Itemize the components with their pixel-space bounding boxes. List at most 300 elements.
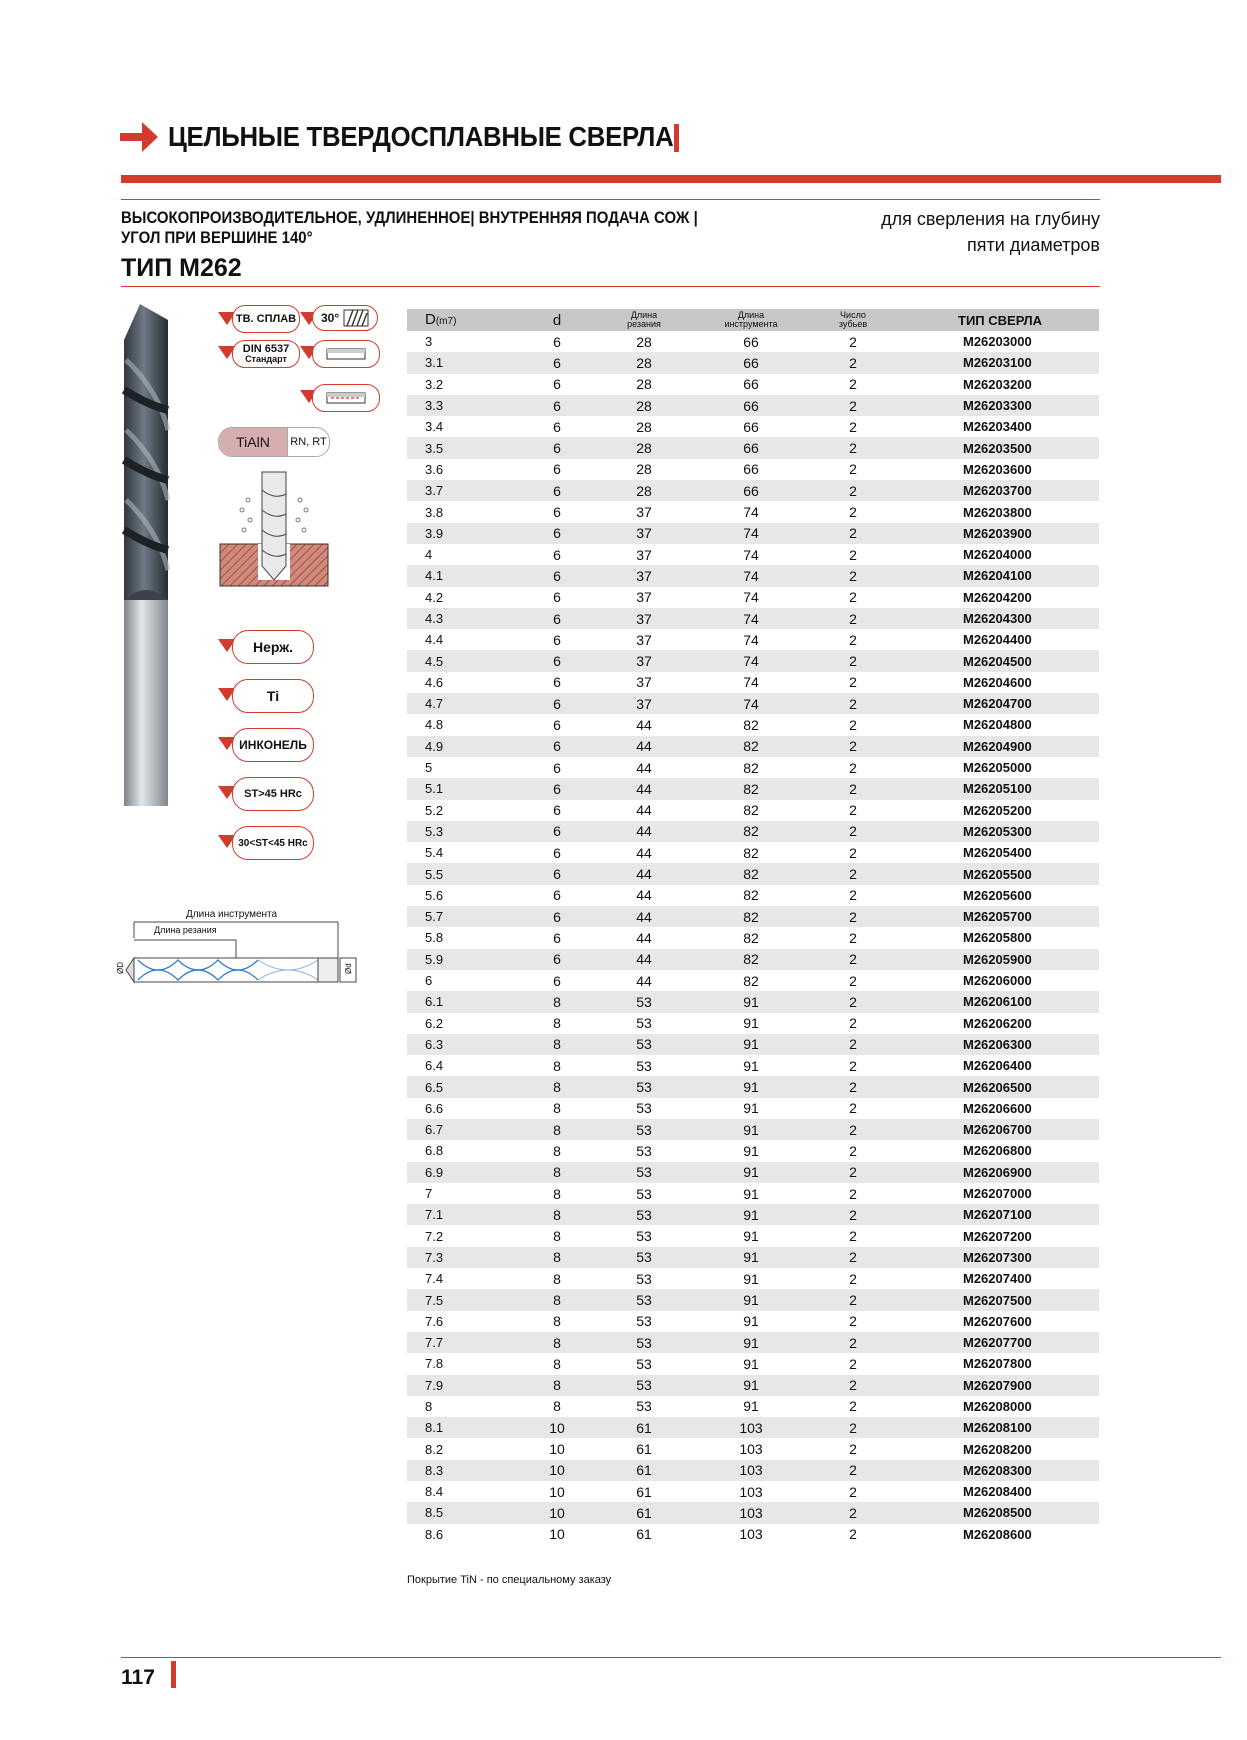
table-row [407, 1098, 1099, 1119]
cell-teeth: 2 [849, 1185, 857, 1202]
table-row [407, 1396, 1099, 1417]
cell-teeth: 2 [849, 887, 857, 904]
cell-cut-length: 28 [589, 352, 699, 373]
standard-sub: Стандарт [245, 354, 287, 364]
cell-diameter: 7.9 [407, 1375, 525, 1396]
cell-teeth: 2 [803, 608, 903, 629]
cell-code: M26207100 [903, 1204, 1099, 1225]
table-row [407, 587, 1099, 608]
cell-teeth: 2 [849, 376, 857, 393]
purpose-line-1: для сверления на глубину [881, 209, 1100, 229]
cell-cut-length: 61 [589, 1417, 699, 1438]
cell-cut-length: 37 [636, 504, 652, 521]
cell-shank: 8 [525, 1289, 589, 1310]
cell-code: M26207300 [903, 1247, 1099, 1268]
cell-code: M26203100 [903, 352, 1099, 373]
cell-code: M26204400 [963, 632, 1032, 648]
cell-shank: 6 [553, 333, 561, 350]
subtitle-line-1: ВЫСОКОПРОИЗВОДИТЕЛЬНОЕ, УДЛИНЕННОЕ| ВНУТРЕННЯЯ ПОДАЧА СОЖ | [121, 208, 698, 227]
cell-diameter: 8.5 [407, 1502, 525, 1523]
cell-teeth: 2 [849, 1313, 857, 1330]
cell-shank: 6 [553, 461, 561, 478]
cell-tool-length: 91 [699, 1076, 803, 1097]
cell-teeth: 2 [849, 929, 857, 946]
cell-tool-length: 82 [699, 906, 803, 927]
cell-teeth: 2 [803, 650, 903, 671]
cell-diameter: 3.8 [425, 504, 444, 520]
table-row [407, 778, 1099, 799]
table-row [407, 437, 1099, 458]
table-row [407, 1140, 1099, 1161]
cell-teeth: 2 [849, 802, 857, 819]
cell-teeth: 2 [803, 693, 903, 714]
cell-diameter: 7.7 [407, 1332, 525, 1353]
cell-code: M26207200 [963, 1228, 1032, 1244]
cell-code: M26208200 [963, 1441, 1032, 1457]
cell-cut-length: 28 [636, 376, 652, 393]
cell-code: M26208400 [963, 1484, 1032, 1500]
cell-shank: 6 [553, 674, 561, 691]
cell-cut-length: 37 [636, 631, 652, 648]
cell-shank: 6 [525, 650, 589, 671]
cell-cut-length: 44 [589, 821, 699, 842]
cell-diameter: 3.3 [407, 395, 525, 416]
cell-tool-length: 82 [699, 778, 803, 799]
cell-tool-length: 91 [699, 1289, 803, 1310]
cell-teeth: 2 [803, 1076, 903, 1097]
shank-type-badge [312, 340, 380, 368]
cell-diameter: 6.4 [425, 1058, 444, 1074]
cell-shank: 6 [553, 418, 561, 435]
cell-tool-length: 74 [743, 674, 759, 691]
cell-shank: 8 [553, 1228, 561, 1245]
cell-tool-length: 91 [743, 1398, 759, 1415]
cell-diameter: 5.6 [425, 887, 444, 903]
drill-image [118, 300, 182, 810]
table-row [407, 693, 1099, 714]
cell-shank: 6 [553, 844, 561, 861]
table-row [407, 1481, 1099, 1502]
cell-diameter: 6 [425, 973, 433, 989]
table-row [407, 523, 1099, 544]
cell-tool-length: 82 [699, 863, 803, 884]
table-row [407, 1183, 1099, 1204]
cell-code: M26204200 [963, 589, 1032, 605]
cell-shank: 6 [525, 437, 589, 458]
cell-diameter: 5.1 [407, 778, 525, 799]
cell-code: M26205000 [963, 760, 1032, 776]
cell-tool-length: 91 [699, 1332, 803, 1353]
cell-cut-length: 53 [589, 1204, 699, 1225]
cell-teeth: 2 [849, 1100, 857, 1117]
header-code: ТИП СВЕРЛА [903, 309, 1099, 331]
cell-cut-length: 37 [636, 546, 652, 563]
cell-cut-length: 53 [589, 1247, 699, 1268]
cell-tool-length: 82 [743, 802, 759, 819]
cell-diameter: 7.4 [425, 1271, 444, 1287]
page-number-mark [171, 1661, 176, 1688]
cell-diameter: 6.8 [425, 1143, 444, 1159]
table-row [407, 821, 1099, 842]
cell-shank: 8 [553, 1015, 561, 1032]
cell-code: M26204600 [963, 674, 1032, 690]
cell-code: M26205700 [903, 906, 1099, 927]
cell-cut-length: 44 [589, 863, 699, 884]
cell-shank: 8 [553, 1355, 561, 1372]
cell-tool-length: 91 [743, 1015, 759, 1032]
cell-diameter: 5.7 [407, 906, 525, 927]
table-row [407, 1119, 1099, 1140]
internal-coolant-icon [325, 390, 367, 406]
cell-cut-length: 44 [589, 949, 699, 970]
cell-shank: 6 [525, 523, 589, 544]
cell-cut-length: 53 [636, 1398, 652, 1415]
purpose-text [881, 206, 1100, 258]
table-row [407, 544, 1099, 565]
cell-teeth: 2 [803, 1460, 903, 1481]
cell-diameter: 8.2 [425, 1441, 444, 1457]
cell-tool-length: 91 [743, 1228, 759, 1245]
cell-shank: 6 [553, 972, 561, 989]
cell-shank: 6 [525, 395, 589, 416]
cell-shank: 8 [553, 1270, 561, 1287]
cell-cut-length: 53 [589, 991, 699, 1012]
cell-cut-length: 44 [636, 929, 652, 946]
cell-shank: 6 [553, 929, 561, 946]
cell-cut-length: 37 [589, 650, 699, 671]
coating-name: TiAlN [219, 428, 287, 456]
cell-teeth: 2 [849, 1355, 857, 1372]
table-row [407, 374, 1099, 395]
cell-cut-length: 61 [636, 1526, 652, 1543]
table-header-row [407, 309, 1099, 331]
cell-cut-length: 53 [589, 1162, 699, 1183]
cell-shank: 8 [553, 1313, 561, 1330]
cell-tool-length: 103 [699, 1502, 803, 1523]
cell-code: M26208600 [963, 1526, 1032, 1542]
cell-cut-length: 53 [636, 1057, 652, 1074]
table-row [407, 757, 1099, 778]
drilling-section-image [218, 470, 330, 588]
cell-code: M26206900 [903, 1162, 1099, 1183]
cell-cut-length: 37 [636, 674, 652, 691]
table-row [407, 1162, 1099, 1183]
cell-cut-length: 53 [636, 1100, 652, 1117]
cell-cut-length: 44 [636, 972, 652, 989]
page-number: 117 [121, 1666, 155, 1689]
cell-cut-length: 44 [589, 906, 699, 927]
cell-cut-length: 44 [636, 844, 652, 861]
table-row [407, 1247, 1099, 1268]
footer-rule [121, 1657, 1221, 1658]
table-row [407, 906, 1099, 927]
cell-code: M26208500 [903, 1502, 1099, 1523]
cell-diameter: 6.1 [407, 991, 525, 1012]
cell-diameter: 4.4 [425, 632, 444, 648]
cell-tool-length: 66 [699, 395, 803, 416]
table-row [407, 672, 1099, 693]
cell-teeth: 2 [803, 1119, 903, 1140]
helix-angle: 30° [321, 311, 340, 325]
cell-code: M26208000 [963, 1398, 1032, 1414]
cell-code: M26207900 [903, 1375, 1099, 1396]
header-cut-length: Длина резания [589, 309, 699, 331]
cell-tool-length: 91 [743, 1142, 759, 1159]
cell-teeth: 2 [803, 523, 903, 544]
cell-diameter: 3.2 [425, 376, 444, 392]
cell-teeth: 2 [803, 565, 903, 586]
standard-badge [232, 340, 300, 368]
cell-code: M26207500 [903, 1289, 1099, 1310]
cell-code: M26205400 [963, 845, 1032, 861]
cell-code: M26206300 [903, 1034, 1099, 1055]
cell-tool-length: 103 [739, 1526, 763, 1543]
table-row [407, 608, 1099, 629]
cell-diameter: 7 [425, 1186, 433, 1202]
table-row [407, 395, 1099, 416]
cell-tool-length: 74 [743, 504, 759, 521]
cell-tool-length: 74 [699, 650, 803, 671]
cell-cut-length: 44 [589, 778, 699, 799]
cell-diameter: 3.7 [407, 480, 525, 501]
cell-tool-length: 91 [699, 1034, 803, 1055]
cell-tool-length: 91 [699, 1247, 803, 1268]
table-row [407, 1417, 1099, 1438]
cell-tool-length: 91 [699, 1375, 803, 1396]
cell-cut-length: 28 [636, 418, 652, 435]
cell-cut-length: 53 [589, 1332, 699, 1353]
cell-teeth: 2 [849, 674, 857, 691]
cell-cut-length: 44 [636, 716, 652, 733]
cell-teeth: 2 [849, 844, 857, 861]
cell-shank: 8 [553, 1185, 561, 1202]
cell-tool-length: 66 [699, 480, 803, 501]
cell-diameter: 4.7 [407, 693, 525, 714]
cell-cut-length: 37 [589, 608, 699, 629]
table-row [407, 1438, 1099, 1459]
cell-code: M26208100 [903, 1417, 1099, 1438]
cell-tool-length: 82 [743, 716, 759, 733]
cell-shank: 6 [525, 949, 589, 970]
cell-code: M26207700 [903, 1332, 1099, 1353]
table-row [407, 863, 1099, 884]
cell-diameter: 5.9 [407, 949, 525, 970]
cell-shank: 6 [553, 546, 561, 563]
cell-shank: 10 [549, 1526, 565, 1543]
cell-code: M26204100 [903, 565, 1099, 586]
cell-code: M26203700 [903, 480, 1099, 501]
material-hard-steel-badge: ST>45 HRc [232, 777, 314, 811]
cell-teeth: 2 [803, 1289, 903, 1310]
type-label: ТИП M262 [121, 254, 242, 282]
cell-shank: 10 [525, 1460, 589, 1481]
cell-cut-length: 53 [589, 1119, 699, 1140]
cylinder-shank-icon [325, 346, 367, 362]
cell-cut-length: 61 [636, 1441, 652, 1458]
cell-shank: 8 [553, 1057, 561, 1074]
cell-code: M26206400 [963, 1058, 1032, 1074]
cell-cut-length: 53 [589, 1289, 699, 1310]
table-row [407, 970, 1099, 991]
cell-code: M26204700 [903, 693, 1099, 714]
cell-diameter: 6.3 [407, 1034, 525, 1055]
cell-teeth: 2 [849, 1526, 857, 1543]
cell-code: M26205600 [963, 887, 1032, 903]
table-row [407, 949, 1099, 970]
cell-tool-length: 82 [743, 887, 759, 904]
cell-shank: 6 [525, 863, 589, 884]
table-row [407, 1055, 1099, 1076]
table-row [407, 1268, 1099, 1289]
cell-tool-length: 103 [739, 1483, 763, 1500]
cell-code: M26206000 [963, 973, 1032, 989]
cell-code: M26203600 [963, 461, 1032, 477]
cell-diameter: 3 [425, 334, 433, 350]
cell-tool-length: 66 [699, 352, 803, 373]
cell-tool-length: 74 [699, 565, 803, 586]
cell-shank: 8 [525, 1119, 589, 1140]
cell-code: M26206800 [963, 1143, 1032, 1159]
cell-diameter: 7.1 [407, 1204, 525, 1225]
cell-teeth: 2 [803, 778, 903, 799]
cell-diameter: 4.5 [407, 650, 525, 671]
cell-diameter: 7.5 [407, 1289, 525, 1310]
cell-diameter: 5.4 [425, 845, 444, 861]
cell-tool-length: 74 [743, 631, 759, 648]
cell-shank: 8 [525, 991, 589, 1012]
cell-shank: 8 [525, 1247, 589, 1268]
cell-code: M26205100 [903, 778, 1099, 799]
cell-shank: 8 [553, 1100, 561, 1117]
table-row [407, 459, 1099, 480]
table-row [407, 1375, 1099, 1396]
cell-code: M26205800 [963, 930, 1032, 946]
cell-diameter: 8.4 [425, 1484, 444, 1500]
cell-tool-length: 66 [699, 437, 803, 458]
cell-diameter: 3.6 [425, 461, 444, 477]
cell-cut-length: 37 [636, 589, 652, 606]
helix-icon [343, 309, 369, 327]
cell-cut-length: 44 [636, 759, 652, 776]
cell-cut-length: 53 [636, 1228, 652, 1245]
header-teeth: Число зубьев [803, 309, 903, 331]
cell-code: M26205500 [903, 863, 1099, 884]
cell-tool-length: 91 [743, 1057, 759, 1074]
cell-tool-length: 91 [699, 1204, 803, 1225]
cell-code: M26203900 [903, 523, 1099, 544]
cell-teeth: 2 [849, 418, 857, 435]
divider [121, 286, 1100, 287]
table-row [407, 885, 1099, 906]
cell-tool-length: 66 [743, 376, 759, 393]
cell-tool-length: 91 [699, 991, 803, 1012]
cell-diameter: 7.8 [425, 1356, 444, 1372]
cell-diameter: 5.5 [407, 863, 525, 884]
cell-shank: 6 [553, 631, 561, 648]
cell-tool-length: 103 [699, 1417, 803, 1438]
cell-teeth: 2 [849, 546, 857, 563]
cell-teeth: 2 [849, 589, 857, 606]
cell-diameter: 8 [425, 1398, 433, 1414]
cell-teeth: 2 [849, 716, 857, 733]
cell-cut-length: 53 [636, 1015, 652, 1032]
table-row [407, 480, 1099, 501]
cell-teeth: 2 [803, 1204, 903, 1225]
table-row [407, 736, 1099, 757]
cell-shank: 8 [553, 1398, 561, 1415]
cell-code: M26206700 [903, 1119, 1099, 1140]
cell-tool-length: 74 [699, 523, 803, 544]
cell-teeth: 2 [803, 906, 903, 927]
cell-teeth: 2 [849, 1483, 857, 1500]
cell-cut-length: 44 [589, 736, 699, 757]
cut-length-label: Длина резания [154, 925, 217, 935]
cell-code: M26204900 [903, 736, 1099, 757]
cell-code: M26205200 [963, 802, 1032, 818]
cell-cut-length: 53 [636, 1185, 652, 1202]
cell-shank: 6 [525, 565, 589, 586]
cell-shank: 6 [553, 589, 561, 606]
table-row [407, 1076, 1099, 1097]
cell-tool-length: 82 [699, 821, 803, 842]
cell-tool-length: 82 [743, 759, 759, 776]
cell-diameter: 6.5 [407, 1076, 525, 1097]
cell-shank: 6 [553, 376, 561, 393]
cell-shank: 8 [525, 1204, 589, 1225]
material-badge: ТВ. СПЛАВ [232, 305, 300, 333]
shank-diameter-label: Ød [344, 963, 353, 974]
table-row [407, 991, 1099, 1012]
cell-cut-length: 53 [636, 1270, 652, 1287]
cell-shank: 6 [525, 906, 589, 927]
table-row [407, 1502, 1099, 1523]
cell-shank: 6 [525, 736, 589, 757]
cell-tool-length: 91 [699, 1162, 803, 1183]
cell-teeth: 2 [849, 972, 857, 989]
cell-tool-length: 91 [699, 1119, 803, 1140]
cell-diameter: 6.9 [407, 1162, 525, 1183]
header-diameter: D(m7) [407, 309, 525, 331]
cell-tool-length: 74 [699, 693, 803, 714]
helix-badge [312, 305, 378, 331]
cell-teeth: 2 [849, 1228, 857, 1245]
cell-diameter: 3.1 [407, 352, 525, 373]
table-row [407, 842, 1099, 863]
cell-code: M26205900 [903, 949, 1099, 970]
cell-tool-length: 82 [699, 949, 803, 970]
cell-shank: 10 [549, 1441, 565, 1458]
header-rule [121, 175, 1221, 183]
cell-cut-length: 53 [636, 1142, 652, 1159]
cell-shank: 8 [525, 1375, 589, 1396]
cell-teeth: 2 [803, 949, 903, 970]
cell-diameter: 4.1 [407, 565, 525, 586]
table-row [407, 629, 1099, 650]
table-row [407, 1460, 1099, 1481]
cell-diameter: 3.5 [407, 437, 525, 458]
cell-cut-length: 28 [636, 461, 652, 478]
cell-diameter: 7.2 [425, 1228, 444, 1244]
cell-code: M26207600 [963, 1313, 1032, 1329]
cell-shank: 6 [553, 802, 561, 819]
cell-diameter: 5.3 [407, 821, 525, 842]
cell-shank: 6 [553, 716, 561, 733]
cell-tool-length: 82 [743, 972, 759, 989]
cell-diameter: 8.3 [407, 1460, 525, 1481]
table-row [407, 650, 1099, 671]
cell-diameter: 8.1 [407, 1417, 525, 1438]
cell-teeth: 2 [849, 1015, 857, 1032]
